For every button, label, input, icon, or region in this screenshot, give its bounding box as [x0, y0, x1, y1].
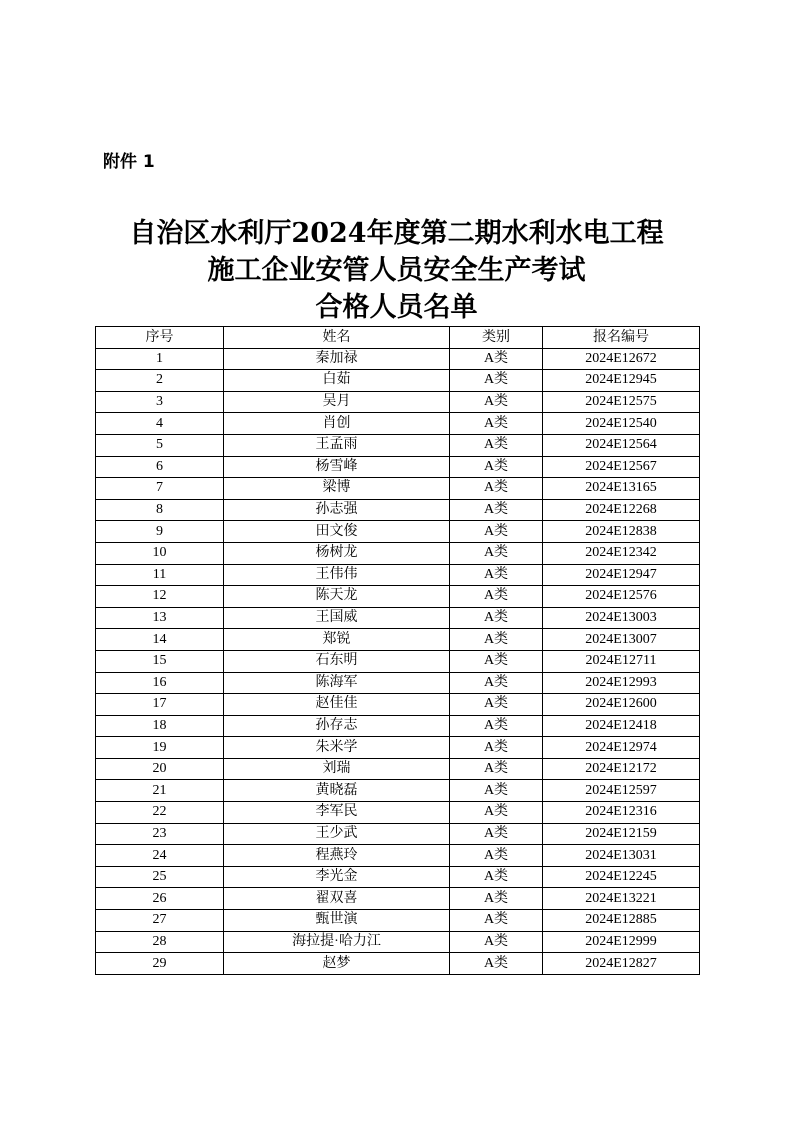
cell-registration-number: 2024E12564: [543, 434, 700, 456]
cell-name: 杨树龙: [224, 542, 450, 564]
cell-registration-number: 2024E12597: [543, 780, 700, 802]
table-row: [96, 456, 700, 478]
cell-serial-number: 16: [96, 672, 224, 694]
cell-registration-number: 2024E12575: [543, 391, 700, 413]
cell-name: 黄晓磊: [224, 780, 450, 802]
cell-name: 王孟雨: [224, 434, 450, 456]
table-row: [96, 348, 700, 370]
cell-registration-number: 2024E12576: [543, 586, 700, 608]
cell-name: 翟双喜: [224, 888, 450, 910]
document-title: [0, 215, 793, 326]
cell-serial-number: 5: [96, 434, 224, 456]
cell-category: A类: [450, 521, 543, 543]
cell-category: A类: [450, 629, 543, 651]
cell-category: A类: [450, 737, 543, 759]
cell-registration-number: 2024E12827: [543, 953, 700, 975]
table-row: [96, 650, 700, 672]
cell-category: A类: [450, 888, 543, 910]
cell-category: A类: [450, 823, 543, 845]
header-category: 类别: [450, 327, 543, 349]
table-row: [96, 672, 700, 694]
cell-name: 赵梦: [224, 953, 450, 975]
cell-name: 郑锐: [224, 629, 450, 651]
title-line-2: 施工企业安管人员安全生产考试: [207, 255, 586, 286]
cell-serial-number: 6: [96, 456, 224, 478]
cell-category: A类: [450, 391, 543, 413]
cell-registration-number: 2024E12711: [543, 650, 700, 672]
cell-name: 肖创: [224, 413, 450, 435]
cell-category: A类: [450, 434, 543, 456]
cell-category: A类: [450, 478, 543, 500]
cell-category: A类: [450, 456, 543, 478]
cell-serial-number: 8: [96, 499, 224, 521]
table-row: [96, 542, 700, 564]
cell-serial-number: 7: [96, 478, 224, 500]
cell-category: A类: [450, 542, 543, 564]
cell-category: A类: [450, 499, 543, 521]
cell-serial-number: 14: [96, 629, 224, 651]
cell-name: 吴月: [224, 391, 450, 413]
cell-registration-number: 2024E12600: [543, 694, 700, 716]
cell-registration-number: 2024E12172: [543, 758, 700, 780]
cell-name: 王少武: [224, 823, 450, 845]
cell-category: A类: [450, 953, 543, 975]
cell-registration-number: 2024E13007: [543, 629, 700, 651]
cell-serial-number: 24: [96, 845, 224, 867]
title-line-3: 合格人员名单: [315, 292, 478, 323]
cell-serial-number: 21: [96, 780, 224, 802]
table-row: [96, 845, 700, 867]
cell-category: A类: [450, 672, 543, 694]
cell-category: A类: [450, 413, 543, 435]
cell-registration-number: 2024E12567: [543, 456, 700, 478]
table-row: [96, 694, 700, 716]
table-row: [96, 478, 700, 500]
table-row: [96, 888, 700, 910]
cell-category: A类: [450, 370, 543, 392]
table-row: [96, 866, 700, 888]
cell-category: A类: [450, 910, 543, 932]
cell-serial-number: 22: [96, 802, 224, 824]
cell-name: 孙存志: [224, 715, 450, 737]
cell-category: A类: [450, 780, 543, 802]
cell-name: 李军民: [224, 802, 450, 824]
cell-name: 秦加禄: [224, 348, 450, 370]
cell-registration-number: 2024E12947: [543, 564, 700, 586]
cell-name: 杨雪峰: [224, 456, 450, 478]
table-row: [96, 629, 700, 651]
table-row: [96, 564, 700, 586]
table-row: [96, 607, 700, 629]
cell-registration-number: 2024E12672: [543, 348, 700, 370]
cell-category: A类: [450, 650, 543, 672]
table-row: [96, 413, 700, 435]
cell-registration-number: 2024E12418: [543, 715, 700, 737]
attachment-label: 附件 1: [103, 152, 155, 172]
cell-category: A类: [450, 564, 543, 586]
cell-serial-number: 23: [96, 823, 224, 845]
cell-serial-number: 12: [96, 586, 224, 608]
cell-registration-number: 2024E13165: [543, 478, 700, 500]
cell-name: 陈天龙: [224, 586, 450, 608]
table-row: [96, 370, 700, 392]
table-row: [96, 521, 700, 543]
cell-category: A类: [450, 931, 543, 953]
cell-category: A类: [450, 758, 543, 780]
cell-registration-number: 2024E12885: [543, 910, 700, 932]
cell-registration-number: 2024E12974: [543, 737, 700, 759]
table-header-row: [96, 327, 700, 349]
cell-category: A类: [450, 348, 543, 370]
table-row: [96, 910, 700, 932]
cell-serial-number: 4: [96, 413, 224, 435]
cell-serial-number: 20: [96, 758, 224, 780]
cell-serial-number: 11: [96, 564, 224, 586]
cell-serial-number: 17: [96, 694, 224, 716]
cell-serial-number: 18: [96, 715, 224, 737]
cell-registration-number: 2024E13003: [543, 607, 700, 629]
cell-name: 王伟伟: [224, 564, 450, 586]
cell-registration-number: 2024E12540: [543, 413, 700, 435]
cell-category: A类: [450, 866, 543, 888]
cell-serial-number: 26: [96, 888, 224, 910]
table-body: [96, 348, 700, 974]
cell-name: 石东明: [224, 650, 450, 672]
cell-category: A类: [450, 694, 543, 716]
cell-category: A类: [450, 607, 543, 629]
table-row: [96, 823, 700, 845]
cell-serial-number: 1: [96, 348, 224, 370]
cell-name: 朱米学: [224, 737, 450, 759]
cell-serial-number: 10: [96, 542, 224, 564]
cell-name: 孙志强: [224, 499, 450, 521]
cell-name: 赵佳佳: [224, 694, 450, 716]
cell-registration-number: 2024E13221: [543, 888, 700, 910]
cell-serial-number: 19: [96, 737, 224, 759]
cell-serial-number: 25: [96, 866, 224, 888]
cell-serial-number: 28: [96, 931, 224, 953]
cell-registration-number: 2024E12993: [543, 672, 700, 694]
cell-registration-number: 2024E12999: [543, 931, 700, 953]
cell-name: 白茹: [224, 370, 450, 392]
cell-name: 刘瑞: [224, 758, 450, 780]
cell-name: 甄世演: [224, 910, 450, 932]
table-row: [96, 715, 700, 737]
table-row: [96, 953, 700, 975]
cell-registration-number: 2024E12838: [543, 521, 700, 543]
cell-registration-number: 2024E12945: [543, 370, 700, 392]
header-name: 姓名: [224, 327, 450, 349]
cell-category: A类: [450, 845, 543, 867]
title-line-1: 自治区水利厅2024年度第二期水利水电工程: [129, 218, 664, 249]
table-row: [96, 737, 700, 759]
cell-serial-number: 2: [96, 370, 224, 392]
cell-name: 王国威: [224, 607, 450, 629]
cell-registration-number: 2024E12268: [543, 499, 700, 521]
cell-serial-number: 9: [96, 521, 224, 543]
cell-name: 梁博: [224, 478, 450, 500]
cell-serial-number: 15: [96, 650, 224, 672]
cell-serial-number: 29: [96, 953, 224, 975]
table-row: [96, 780, 700, 802]
cell-registration-number: 2024E12245: [543, 866, 700, 888]
cell-category: A类: [450, 715, 543, 737]
cell-name: 田文俊: [224, 521, 450, 543]
cell-serial-number: 13: [96, 607, 224, 629]
cell-registration-number: 2024E12159: [543, 823, 700, 845]
cell-registration-number: 2024E12342: [543, 542, 700, 564]
table-row: [96, 434, 700, 456]
cell-registration-number: 2024E12316: [543, 802, 700, 824]
table-row: [96, 499, 700, 521]
table-row: [96, 802, 700, 824]
cell-name: 海拉提·哈力江: [224, 931, 450, 953]
header-registration-number: 报名编号: [543, 327, 700, 349]
table-row: [96, 391, 700, 413]
cell-category: A类: [450, 802, 543, 824]
cell-serial-number: 3: [96, 391, 224, 413]
table-row: [96, 586, 700, 608]
cell-name: 李光金: [224, 866, 450, 888]
cell-registration-number: 2024E13031: [543, 845, 700, 867]
cell-name: 程燕玲: [224, 845, 450, 867]
cell-serial-number: 27: [96, 910, 224, 932]
cell-category: A类: [450, 586, 543, 608]
qualified-personnel-table: [95, 326, 700, 975]
header-serial-number: 序号: [96, 327, 224, 349]
cell-name: 陈海军: [224, 672, 450, 694]
table-row: [96, 758, 700, 780]
table-row: [96, 931, 700, 953]
